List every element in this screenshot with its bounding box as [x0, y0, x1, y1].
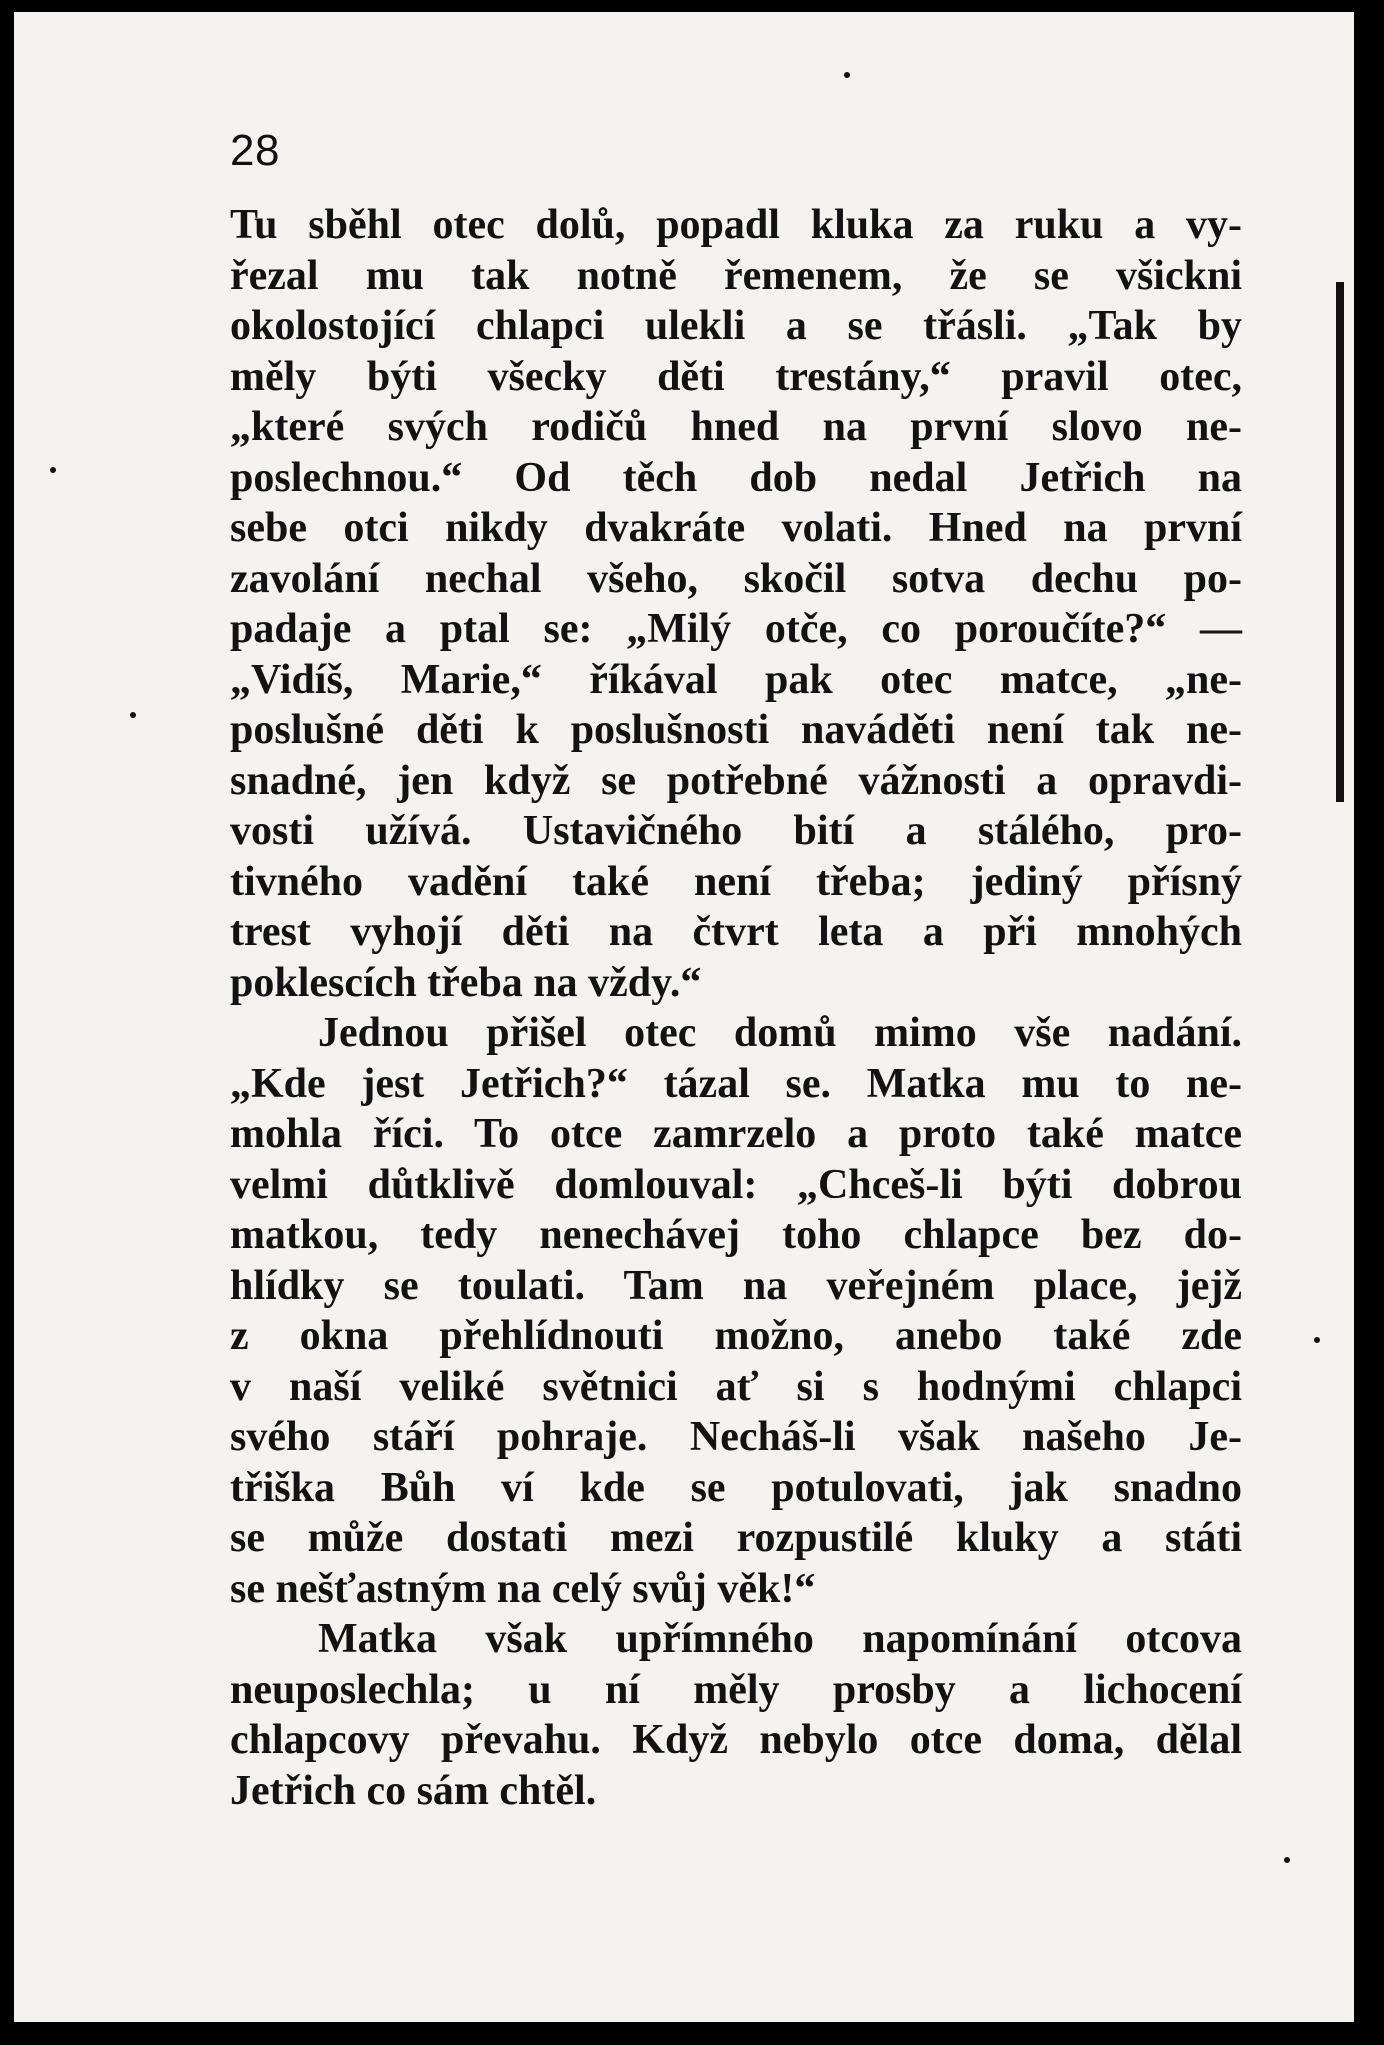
text-line: vosti užívá. Ustavičného bití a stálého, pro- — [230, 808, 1242, 854]
text-line: sebe otci nikdy dvakráte volati. Hned na první — [230, 505, 1242, 551]
text-line: v naší veliké světnici ať si s hodnými chlapci — [230, 1363, 1242, 1410]
text-line: padaje a ptal se: „Milý otče, co poroučíte?“ — — [230, 606, 1242, 652]
page-edge-rule — [1336, 282, 1344, 802]
text-line: svého stáří pohraje. Necháš-li však našeho Je- — [230, 1414, 1242, 1460]
text-line: „které svých rodičů hned na první slovo ne- — [230, 404, 1242, 450]
text-line: „Vidíš, Marie,“ říkával pak otec matce, „ne- — [230, 656, 1242, 703]
text-line: zavolání nechal všeho, skočil sotva dechu po- — [230, 555, 1242, 602]
text-line: měly býti všecky děti trestány,“ pravil otec, — [230, 353, 1242, 400]
text-line: poslušné děti k poslušnosti naváděti není tak ne- — [230, 707, 1242, 753]
text-line: „Kde jest Jetřich?“ tázal se. Matka mu to ne- — [230, 1060, 1242, 1107]
text-line: Jetřich co sám chtěl. — [230, 1767, 597, 1814]
text-line: trest vyhojí děti na čtvrt leta a při mnohých — [230, 909, 1242, 955]
text-line: z okna přehlídnouti možno, anebo také zde — [230, 1313, 1242, 1359]
text-line: Jednou přišel otec domů mimo vše nadání. — [318, 1010, 1242, 1056]
text-line: matkou, tedy nenechávej toho chlapce bez do- — [230, 1212, 1242, 1258]
speck — [844, 72, 850, 78]
text-line: Tu sběhl otec dolů, popadl kluka za ruku a vy- — [230, 202, 1242, 248]
text-line: řezal mu tak notně řemenem, že se všickni — [230, 252, 1242, 299]
text-line: neuposlechla; u ní měly prosby a lichocení — [230, 1666, 1242, 1713]
text-line: chlapcovy převahu. Když nebylo otce doma, dělal — [230, 1717, 1242, 1763]
text-line: hlídky se toulati. Tam na veřejném place, jejž — [230, 1262, 1242, 1309]
speck — [1314, 1337, 1320, 1343]
text-line: se může dostati mezi rozpustilé kluky a státi — [230, 1515, 1242, 1561]
text-line: tivného vadění také není třeba; jediný přísný — [230, 858, 1242, 905]
text-line: velmi důtklivě domlouval: „Chceš-li býti dobrou — [230, 1161, 1242, 1208]
text-line: mohla říci. To otce zamrzelo a proto také matce — [230, 1111, 1242, 1157]
text-line: Matka však upřímného napomínání otcova — [318, 1616, 1242, 1662]
text-line: poklescích třeba na vždy.“ — [230, 959, 702, 1006]
book-page — [14, 12, 1354, 2022]
text-line: okolostojící chlapci ulekli a se třásli. „Tak by — [230, 303, 1242, 349]
text-line: snadné, jen když se potřebné vážnosti a opravdi- — [230, 757, 1242, 804]
speck — [130, 712, 136, 718]
body-text — [230, 200, 1242, 1816]
page-number: 28 — [230, 126, 280, 175]
speck — [1284, 1857, 1290, 1863]
speck — [50, 467, 56, 473]
text-line: se nešťastným na celý svůj věk!“ — [230, 1565, 816, 1612]
text-line: poslechnou.“ Od těch dob nedal Jetřich na — [230, 454, 1242, 501]
text-line: třiška Bůh ví kde se potulovati, jak snadno — [230, 1464, 1242, 1511]
